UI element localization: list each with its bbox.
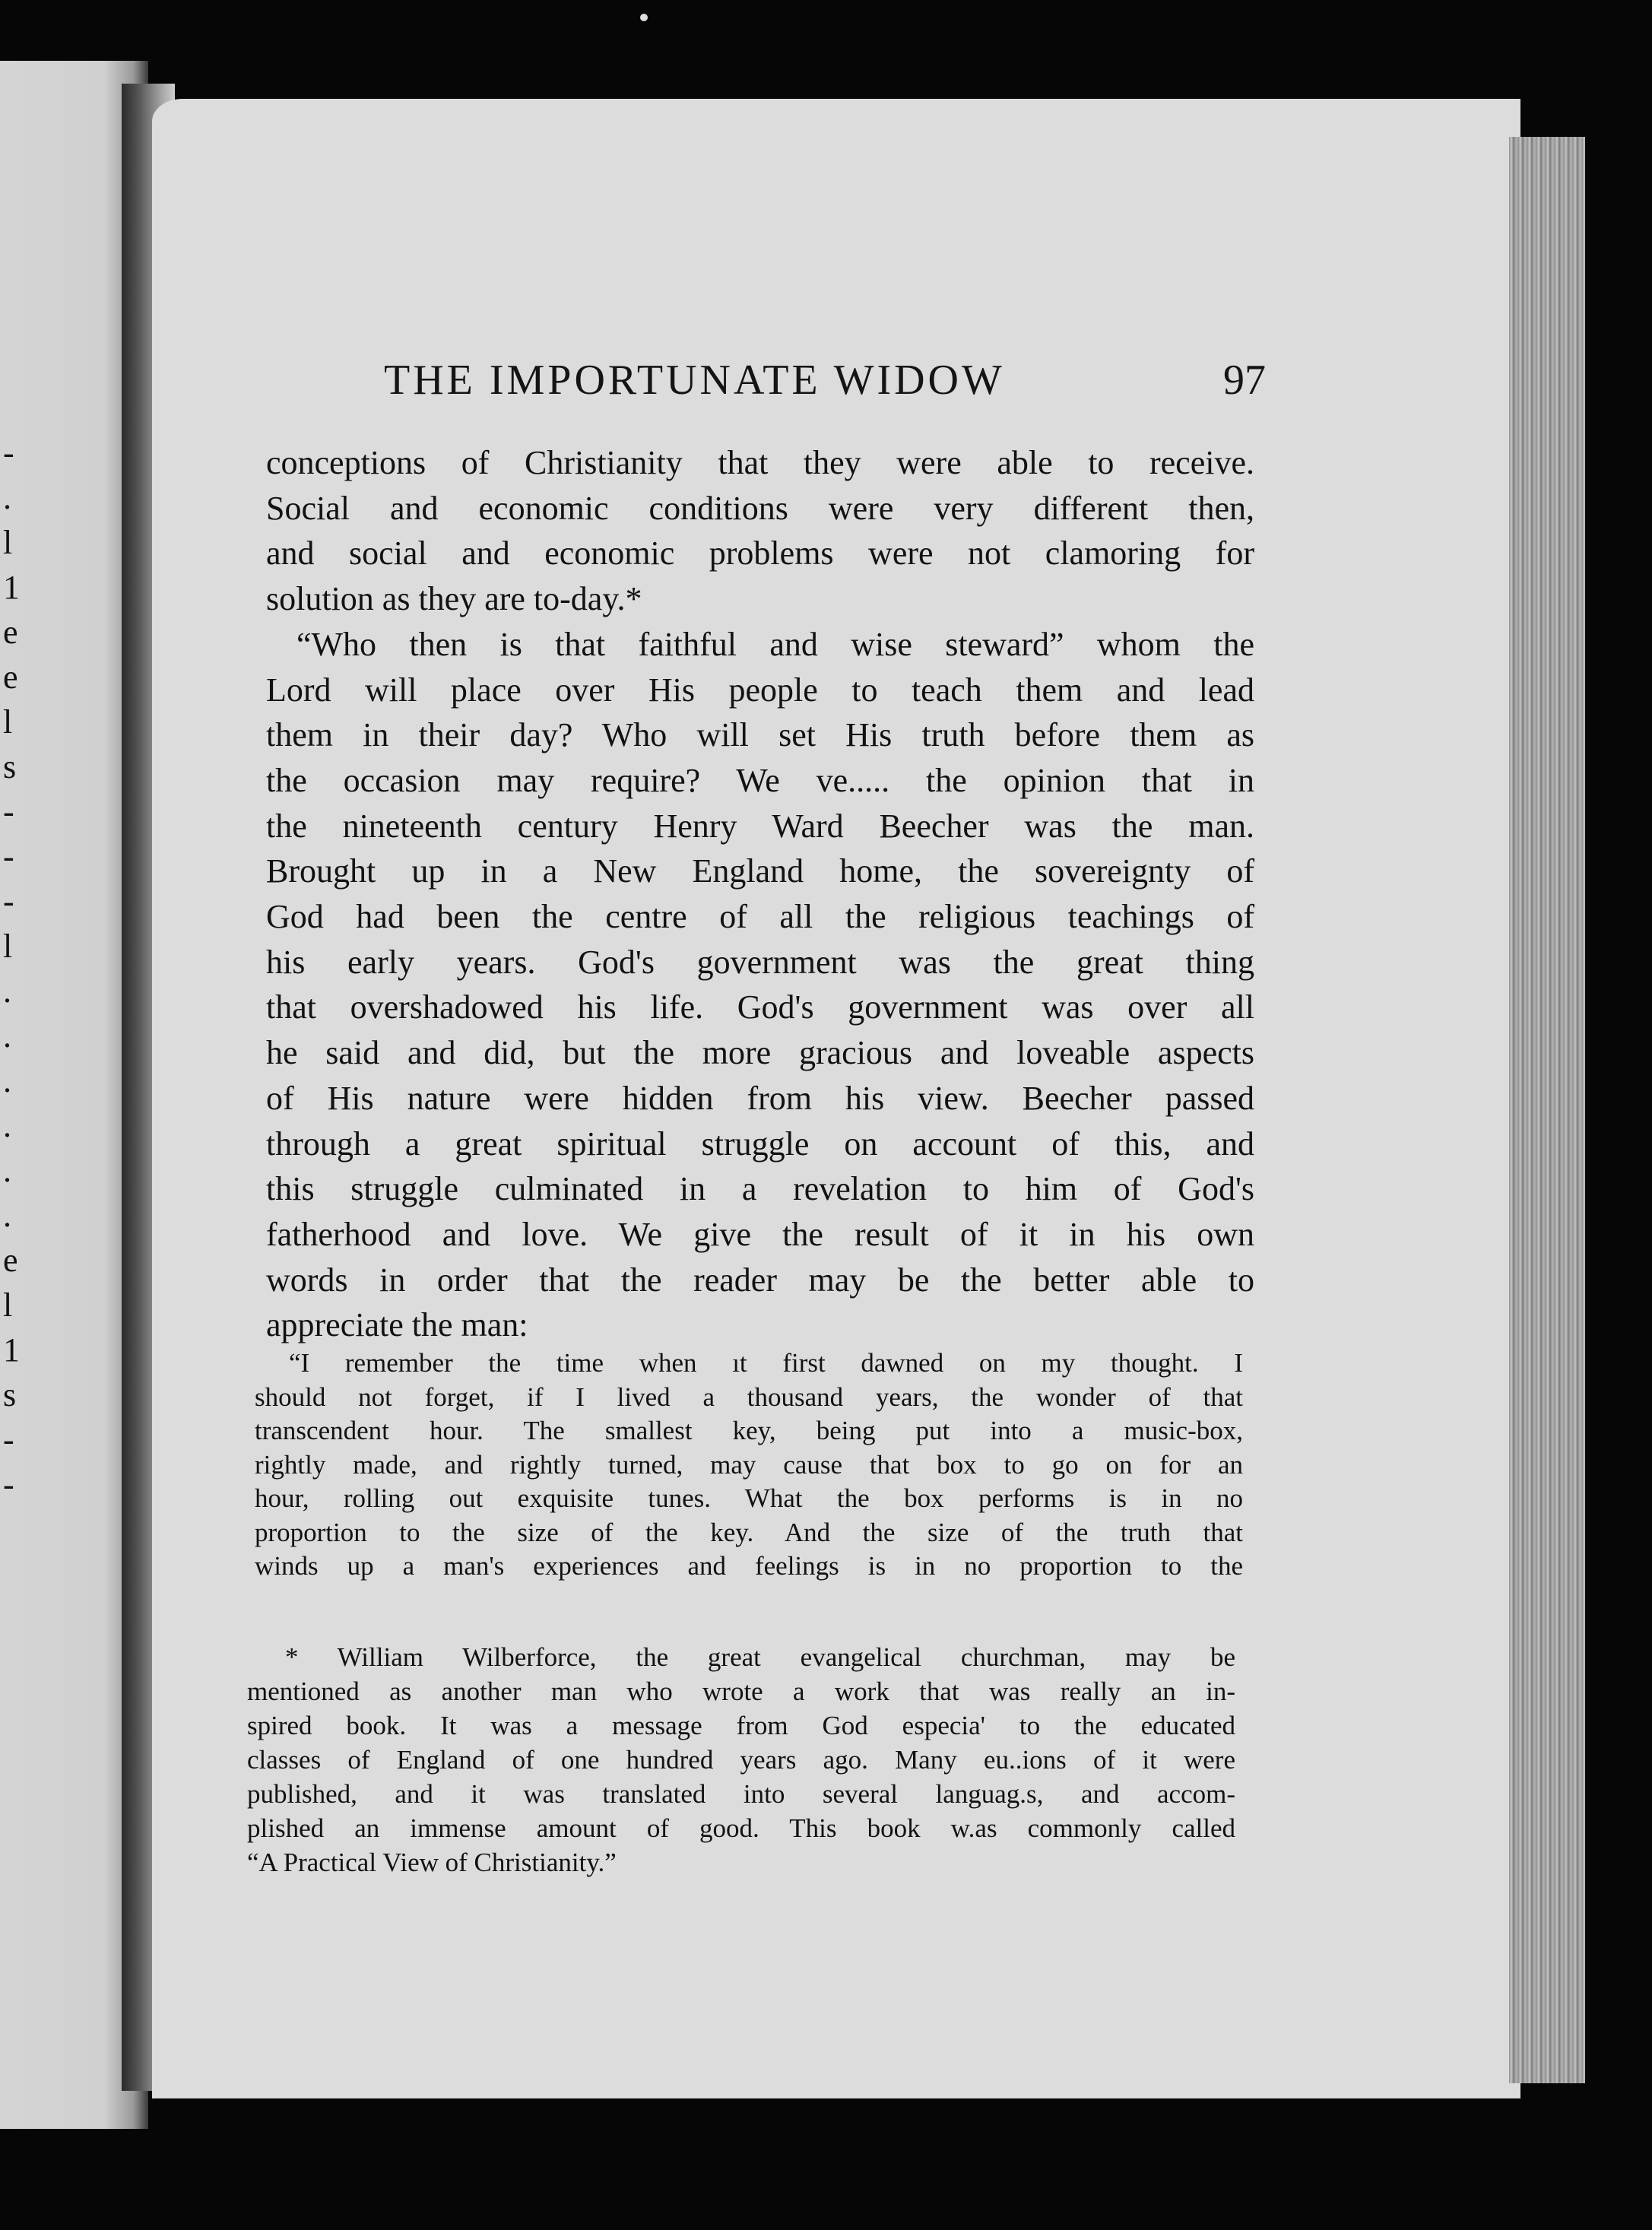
body-line: conceptions of Christianity that they were able to receive. xyxy=(266,444,1254,481)
facing-page-fragment: e xyxy=(3,614,18,651)
footnote-line: mentioned as another man who wrote a work that was really an in- xyxy=(247,1676,1235,1706)
facing-page-fragment: . xyxy=(3,1107,11,1144)
body-line: Social and economic conditions were very different then, xyxy=(266,489,1254,527)
quote-line: proportion to the size of the key. And the size of the truth that xyxy=(255,1517,1243,1547)
quote-line: rightly made, and rightly turned, may cause that box to go on for an xyxy=(255,1449,1243,1480)
quote-line: “I remember the time when ıt first dawned on my thought. I xyxy=(289,1348,1243,1378)
facing-page-fragment: l xyxy=(3,524,13,561)
body-line: and social and economic problems were not clamoring for xyxy=(266,535,1254,573)
body-line: this struggle culminated in a revelation to him of God's xyxy=(266,1170,1254,1208)
page-stack-edges xyxy=(1509,137,1585,2083)
facing-page-fragment: . xyxy=(3,972,11,1010)
body-line: Lord will place over His people to teach them and lead xyxy=(266,671,1254,709)
facing-page-fragment: 1 xyxy=(3,569,20,606)
facing-page-fragment: e xyxy=(3,1242,18,1279)
body-line: his early years. God's government was the great thing xyxy=(266,943,1254,981)
footnote-line: published, and it was translated into several languag.s, and accom- xyxy=(247,1779,1235,1809)
facing-page-fragment: . xyxy=(3,1062,11,1099)
facing-page-fragment: . xyxy=(3,1197,11,1234)
facing-page-fragment: l xyxy=(3,928,13,965)
footnote-line: classes of England of one hundred years ago. Many eu..ions of it were xyxy=(247,1745,1235,1775)
body-line: of His nature were hidden from his view. Beecher passed xyxy=(266,1079,1254,1117)
facing-page-fragment: e xyxy=(3,658,18,696)
footnote-line: plished an immense amount of good. This book w.as commonly called xyxy=(247,1813,1235,1843)
footnote-line: spired book. It was a message from God especia' to the educated xyxy=(247,1711,1235,1740)
facing-page-fragment: - xyxy=(3,1421,14,1458)
facing-page-fragment: . xyxy=(3,479,11,516)
facing-page-fragment: l xyxy=(3,1286,13,1324)
body-line: Brought up in a New England home, the sovereignty of xyxy=(266,852,1254,890)
body-line: appreciate the man: xyxy=(266,1306,528,1344)
facing-page-fragment: - xyxy=(3,838,14,875)
body-line: them in their day? Who will set His truth before them as xyxy=(266,716,1254,754)
running-head xyxy=(384,356,1266,417)
body-line: God had been the centre of all the religious teachings of xyxy=(266,898,1254,935)
facing-page-fragment: - xyxy=(3,434,14,471)
quote-line: should not forget, if I lived a thousand years, the wonder of that xyxy=(255,1381,1243,1412)
body-line: the nineteenth century Henry Ward Beecher was the man. xyxy=(266,807,1254,845)
page-number: 97 xyxy=(1223,357,1266,404)
facing-page-fragment: - xyxy=(3,793,14,830)
body-line: that overshadowed his life. God's government was over all xyxy=(266,988,1254,1026)
quote-line: hour, rolling out exquisite tunes. What the box performs is in no xyxy=(255,1483,1243,1513)
scan-speck xyxy=(640,14,648,21)
quote-line: winds up a man's experiences and feelings is in no proportion to the xyxy=(255,1551,1243,1581)
running-title: THE IMPORTUNATE WIDOW xyxy=(384,357,1005,404)
footnote-line: * William Wilberforce, the great evangelical churchman, may be xyxy=(285,1642,1235,1672)
body-line: “Who then is that faithful and wise steward” whom the xyxy=(296,625,1254,663)
facing-page-fragment: s xyxy=(3,1376,17,1413)
facing-page-fragment: . xyxy=(3,1152,11,1189)
facing-page-fragment: 1 xyxy=(3,1331,20,1369)
body-line: solution as they are to-day.* xyxy=(266,580,642,618)
body-line: fatherhood and love. We give the result of it in his own xyxy=(266,1215,1254,1253)
quote-line: transcendent hour. The smallest key, being put into a music-box, xyxy=(255,1416,1243,1445)
facing-page-fragment: l xyxy=(3,703,13,741)
facing-page-fragment: . xyxy=(3,1017,11,1055)
facing-page-fragment: s xyxy=(3,748,17,785)
body-line: the occasion may require? We ve..... the opinion that in xyxy=(266,761,1254,799)
body-line: he said and did, but the more gracious and loveable aspects xyxy=(266,1034,1254,1072)
facing-page-fragment: - xyxy=(3,1466,14,1503)
facing-page-fragment: - xyxy=(3,883,14,920)
body-line: through a great spiritual struggle on account of this, and xyxy=(266,1125,1254,1163)
body-line: words in order that the reader may be the better able to xyxy=(266,1261,1254,1299)
footnote-line: “A Practical View of Christianity.” xyxy=(247,1848,617,1877)
